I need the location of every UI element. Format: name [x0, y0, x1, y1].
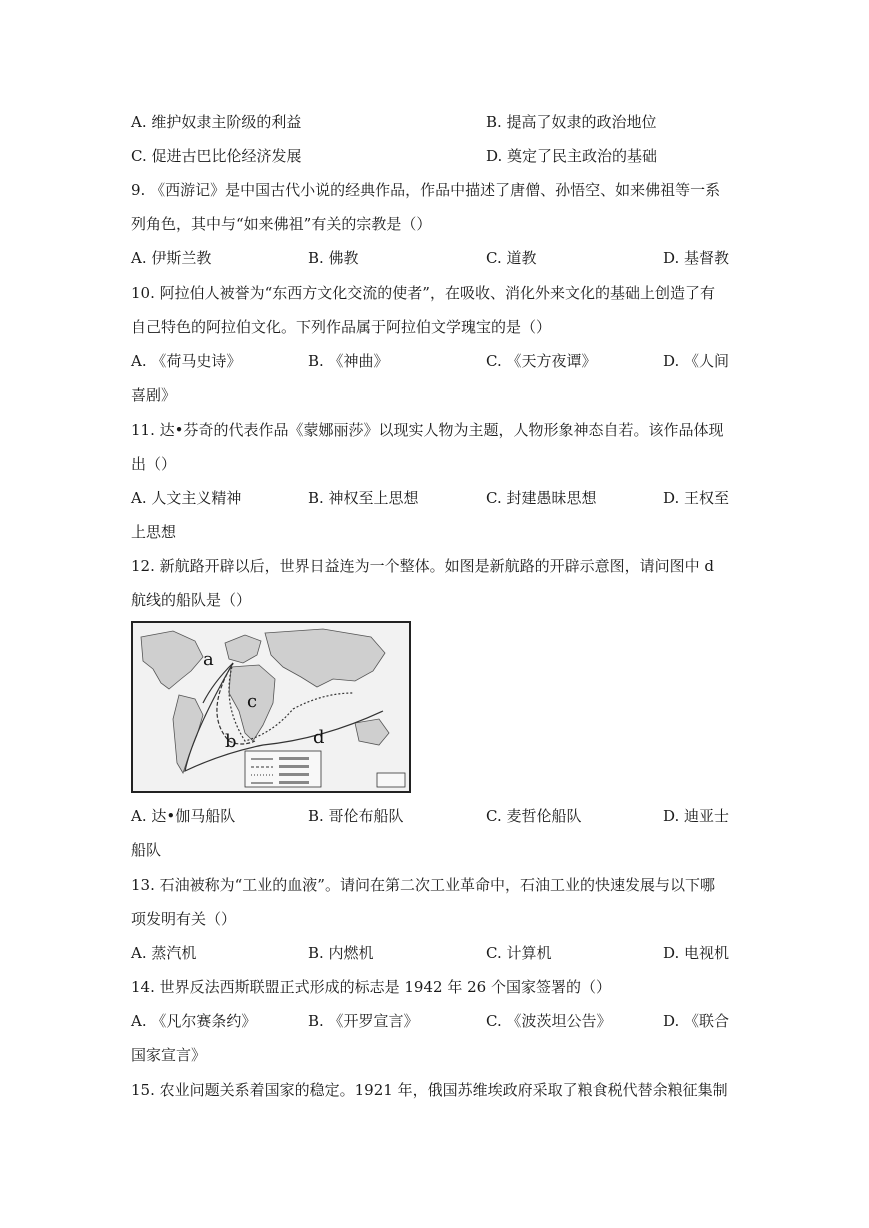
new-sea-routes-map — [131, 621, 411, 793]
map-label-b: b — [225, 731, 237, 752]
q10-stem-line2: 自己特色的阿拉伯文化。下列作品属于阿拉伯文学瑰宝的是（） — [131, 318, 552, 336]
map-label-d: d — [313, 727, 325, 748]
q11-option-d: D. 王权至 — [663, 489, 730, 507]
map-label-c: c — [247, 691, 258, 712]
q12-stem-line2: 航线的船队是（） — [131, 591, 252, 609]
q14-option-b: B. 《开罗宣言》 — [308, 1012, 419, 1030]
q14-option-d-wrap: 国家宣言》 — [131, 1046, 207, 1064]
q14-option-a: A. 《凡尔赛条约》 — [131, 1012, 257, 1030]
q8-option-b: B. 提高了奴隶的政治地位 — [486, 113, 657, 131]
q9-option-b: B. 佛教 — [308, 249, 359, 267]
q13-stem-line1: 13. 石油被称为“工业的血液”。请问在第二次工业革命中，石油工业的快速发展与以下哪 — [131, 876, 715, 894]
q15-stem-line1: 15. 农业问题关系着国家的稳定。1921 年，俄国苏维埃政府采取了粮食税代替余粮征集制 — [131, 1081, 728, 1099]
q10-option-b: B. 《神曲》 — [308, 352, 389, 370]
q11-stem-line1: 11. 达•芬奇的代表作品《蒙娜丽莎》以现实人物为主题，人物形象神态自若。该作品体现 — [131, 421, 724, 439]
q14-option-c: C. 《波茨坦公告》 — [486, 1012, 612, 1030]
map-scale-box — [377, 773, 405, 787]
world-map-figure — [133, 623, 409, 791]
q9-option-c: C. 道教 — [486, 249, 537, 267]
q11-option-b: B. 神权至上思想 — [308, 489, 419, 507]
q9-stem-line1: 9. 《西游记》是中国古代小说的经典作品，作品中描述了唐僧、孙悟空、如来佛祖等一系 — [131, 181, 721, 199]
q12-option-c: C. 麦哲伦船队 — [486, 807, 582, 825]
q11-option-c: C. 封建愚昧思想 — [486, 489, 597, 507]
q10-option-c: C. 《天方夜谭》 — [486, 352, 597, 370]
q12-option-d-wrap: 船队 — [131, 841, 162, 859]
q8-option-a: A. 维护奴隶主阶级的利益 — [131, 113, 302, 131]
map-label-a: a — [203, 649, 214, 670]
q11-option-d-wrap: 上思想 — [131, 523, 177, 541]
q10-stem-line1: 10. 阿拉伯人被誉为“东西方文化交流的使者”，在吸收、消化外来文化的基础上创造了有 — [131, 284, 715, 302]
q13-option-b: B. 内燃机 — [308, 944, 374, 962]
q12-stem-line1: 12. 新航路开辟以后，世界日益连为一个整体。如图是新航路的开辟示意图，请问图中 d — [131, 557, 714, 575]
q8-option-c: C. 促进古巴比伦经济发展 — [131, 147, 302, 165]
q12-option-a: A. 达•伽马船队 — [131, 807, 236, 825]
q11-stem-line2: 出（） — [131, 455, 177, 473]
q10-option-a: A. 《荷马史诗》 — [131, 352, 242, 370]
q13-stem-line2: 项发明有关（） — [131, 910, 237, 928]
q12-option-b: B. 哥伦布船队 — [308, 807, 404, 825]
q13-option-c: C. 计算机 — [486, 944, 552, 962]
q14-option-d: D. 《联合 — [663, 1012, 730, 1030]
q8-option-d: D. 奠定了民主政治的基础 — [486, 147, 658, 165]
q14-stem-line1: 14. 世界反法西斯联盟正式形成的标志是 1942 年 26 个国家签署的（） — [131, 978, 611, 996]
q10-option-d-wrap: 喜剧》 — [131, 386, 177, 404]
q13-option-a: A. 蒸汽机 — [131, 944, 197, 962]
q10-option-d: D. 《人间 — [663, 352, 730, 370]
q9-option-d: D. 基督教 — [663, 249, 730, 267]
q9-option-a: A. 伊斯兰教 — [131, 249, 212, 267]
q11-option-a: A. 人文主义精神 — [131, 489, 242, 507]
q12-option-d: D. 迪亚士 — [663, 807, 730, 825]
q9-stem-line2: 列角色，其中与“如来佛祖”有关的宗教是（） — [131, 215, 432, 233]
q13-option-d: D. 电视机 — [663, 944, 730, 962]
